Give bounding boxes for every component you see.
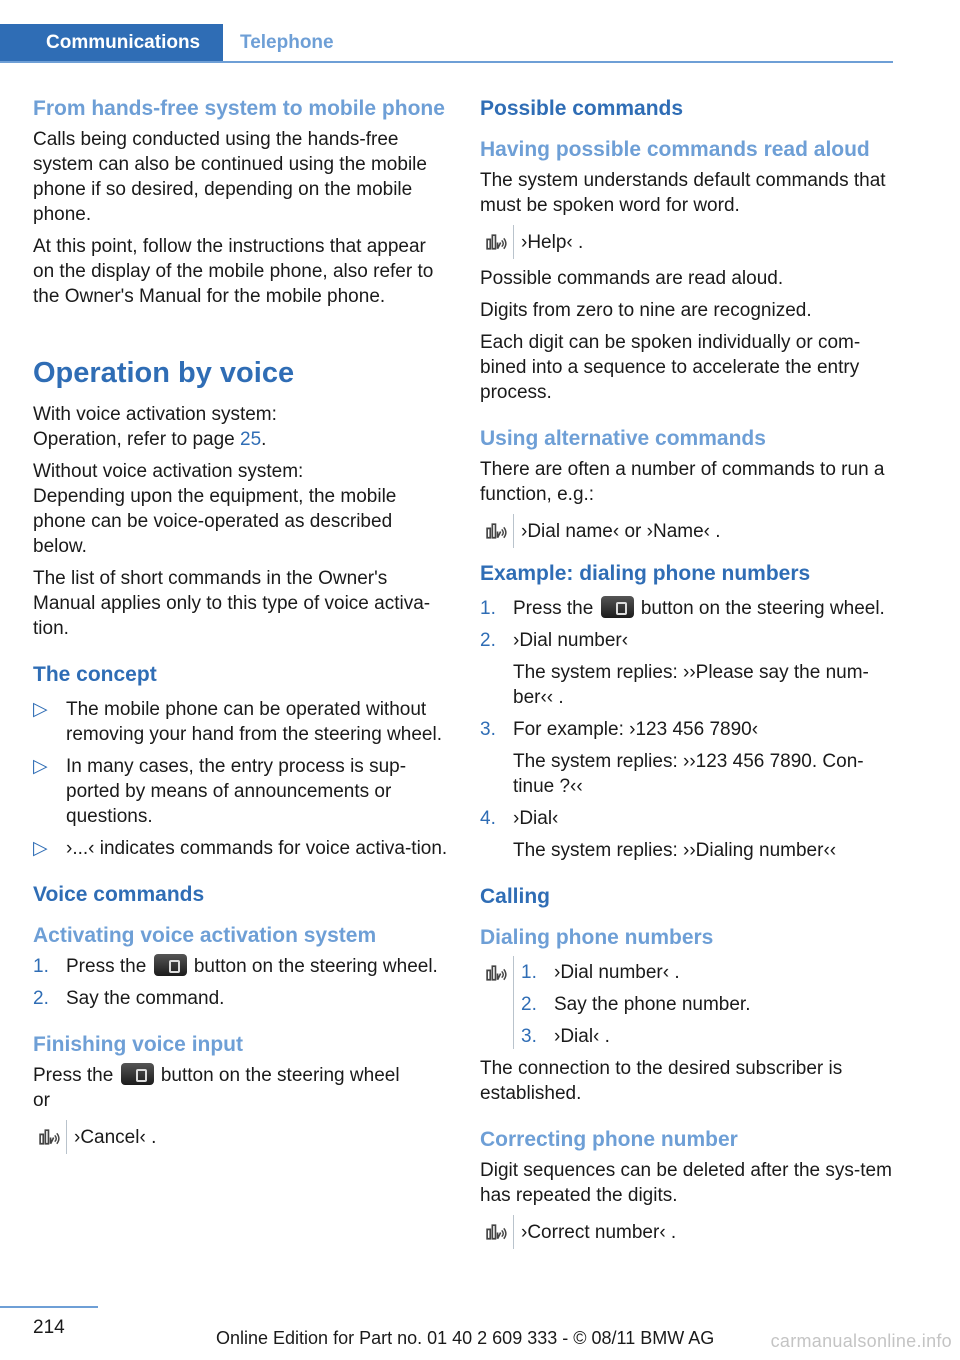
step-text: For example: ›123 456 7890‹ (513, 719, 759, 740)
heading-operation-by-voice: Operation by voice (33, 357, 295, 389)
command-text: ›Dial name‹ or ›Name‹ . (521, 520, 721, 542)
paragraph-handsfree-2: At this point, follow the instructions that appear on the display of the mobile phone, also refer to the Owner's Manual for the mobile phone. (33, 236, 434, 307)
voice-command-icon (33, 1120, 67, 1154)
bullet-text: In many cases, the entry process is sup-ported by means of announcements or questions. (66, 756, 407, 827)
list-item (33, 954, 448, 979)
step-number: 3. (521, 1026, 537, 1047)
without-voice-line-2: Depending upon the equipment, the mobile phone can be voice-operated as described below. (33, 486, 397, 557)
step-text: Say the command. (66, 988, 225, 1009)
bullet-text: The mobile phone can be operated without removing your hand from the steering wheel. (66, 699, 442, 745)
list-item (480, 596, 895, 621)
list-item (33, 754, 448, 829)
step-number: 3. (480, 719, 496, 740)
voice-command-correct-number (480, 1215, 895, 1249)
step-text: ›Dial number‹ . (554, 962, 680, 983)
list-item (33, 986, 448, 1011)
left-column (33, 96, 448, 1161)
step-number: 2. (33, 988, 49, 1009)
command-text: ›Cancel‹ . (74, 1126, 157, 1148)
step-reply: The system replies: ››Dialing number‹‹ (513, 840, 837, 861)
paragraph-each-digit: Each digit can be spoken individually or com-bined into a sequence to accelerate the entry process. (480, 332, 861, 403)
watermark: carmanualsonline.info (770, 1331, 952, 1351)
paragraph-digits: Digits from zero to nine are recognized. (480, 300, 812, 321)
triangle-bullet-icon: ▷ (33, 699, 48, 720)
step-text: ›Dial number‹ (513, 630, 629, 651)
steering-wheel-voice-button-icon (601, 596, 634, 618)
paragraph-often: There are often a number of commands to run a function, e.g.: (480, 459, 885, 505)
paragraph-short-commands: The list of short commands in the Owner's Manual applies only to this type of voice activa-tion. (33, 568, 431, 639)
step-reply: The system replies: ››Please say the num-ber‹‹ . (513, 662, 869, 708)
heading-read-aloud: Having possible commands read aloud (480, 138, 870, 161)
step-text: ›Dial‹ . (554, 1026, 610, 1047)
with-voice-end: . (261, 429, 267, 450)
with-voice-line-2: Operation, refer to page (33, 429, 241, 450)
list-item (480, 806, 895, 863)
voice-command-dial-steps (480, 956, 895, 1049)
triangle-bullet-icon: ▷ (33, 838, 48, 859)
list-item (521, 956, 895, 985)
step-text: ›Dial‹ (513, 808, 559, 829)
page-reference-link[interactable]: 25 (240, 429, 262, 450)
step-text: Press the (66, 956, 152, 977)
heading-handsfree-to-mobile: From hands-free system to mobile phone (33, 97, 445, 120)
without-voice-line-1: Without voice activation system: (33, 461, 304, 482)
list-item (521, 1024, 895, 1049)
finishing-or: or (33, 1090, 50, 1111)
heading-example-dialing: Example: dialing phone numbers (480, 562, 811, 585)
voice-command-icon (480, 1215, 514, 1249)
paragraph-digit-sequences: Digit sequences can be deleted after the sys-tem has repeated the digits. (480, 1160, 892, 1206)
paragraph-finishing (33, 1063, 448, 1113)
list-item (521, 992, 895, 1017)
paragraph-without-voice (33, 459, 448, 559)
triangle-bullet-icon: ▷ (33, 756, 48, 777)
heading-voice-commands: Voice commands (33, 883, 205, 906)
paragraph-understands: The system understands default commands that must be spoken word for word. (480, 170, 886, 216)
page-number: 214 (33, 1317, 65, 1338)
heading-alternative-commands: Using alternative commands (480, 427, 766, 450)
heading-dialing-phone-numbers: Dialing phone numbers (480, 926, 714, 949)
bullet-text: ›...‹ indicates commands for voice activa-tion. (66, 838, 448, 859)
header-divider (0, 61, 893, 63)
with-voice-line-1: With voice activation system: (33, 404, 277, 425)
voice-command-icon (480, 225, 514, 259)
tab-telephone[interactable]: Telephone (240, 32, 334, 53)
step-text-end: button on the steering wheel. (188, 956, 438, 977)
step-number: 1. (521, 962, 537, 983)
right-column (480, 96, 895, 1256)
heading-possible-commands: Possible commands (480, 97, 684, 120)
step-text-end: button on the steering wheel. (635, 598, 885, 619)
list-item (33, 836, 448, 861)
paragraph-connection: The connection to the desired subscriber is established. (480, 1058, 843, 1104)
step-number: 1. (33, 956, 49, 977)
voice-command-help (480, 225, 895, 259)
command-text: ›Correct number‹ . (521, 1221, 677, 1243)
heading-the-concept: The concept (33, 663, 157, 686)
heading-correcting-phone-number: Correcting phone number (480, 1128, 738, 1151)
command-text: ›Help‹ . (521, 231, 584, 253)
step-number: 4. (480, 808, 496, 829)
steering-wheel-voice-button-icon (154, 954, 187, 976)
page-number-rule (0, 1306, 98, 1308)
step-text: Say the phone number. (554, 994, 751, 1015)
voice-command-icon (480, 956, 514, 1049)
heading-calling: Calling (480, 885, 551, 908)
step-number: 1. (480, 598, 496, 619)
paragraph-handsfree-1: Calls being conducted using the hands-free system can also be continued using the mobile phone if so desired, depending on the mobile phone. (33, 129, 427, 225)
heading-finishing-voice-input: Finishing voice input (33, 1033, 243, 1056)
list-item (33, 697, 448, 747)
voice-command-cancel (33, 1120, 448, 1154)
footer-edition-text: Online Edition for Part no. 01 40 2 609 333 - © 08/11 BMW AG (216, 1328, 715, 1348)
step-text: Press the (513, 598, 599, 619)
voice-command-icon (480, 514, 514, 548)
steering-wheel-voice-button-icon (121, 1063, 154, 1085)
step-number: 2. (480, 630, 496, 651)
paragraph-with-voice (33, 402, 448, 452)
finishing-text: Press the (33, 1065, 119, 1086)
step-reply: The system replies: ››123 456 7890. Con-tinue ?‹‹ (513, 751, 864, 797)
header-tabbar (0, 0, 893, 62)
heading-activating-voice: Activating voice activation system (33, 924, 377, 947)
paragraph-read-aloud: Possible commands are read aloud. (480, 268, 784, 289)
step-number: 2. (521, 994, 537, 1015)
list-item (480, 717, 895, 799)
tab-communications[interactable]: Communications (0, 24, 223, 62)
finishing-text-end: button on the steering wheel (155, 1065, 400, 1086)
list-item (480, 628, 895, 710)
voice-command-dial-name (480, 514, 895, 548)
